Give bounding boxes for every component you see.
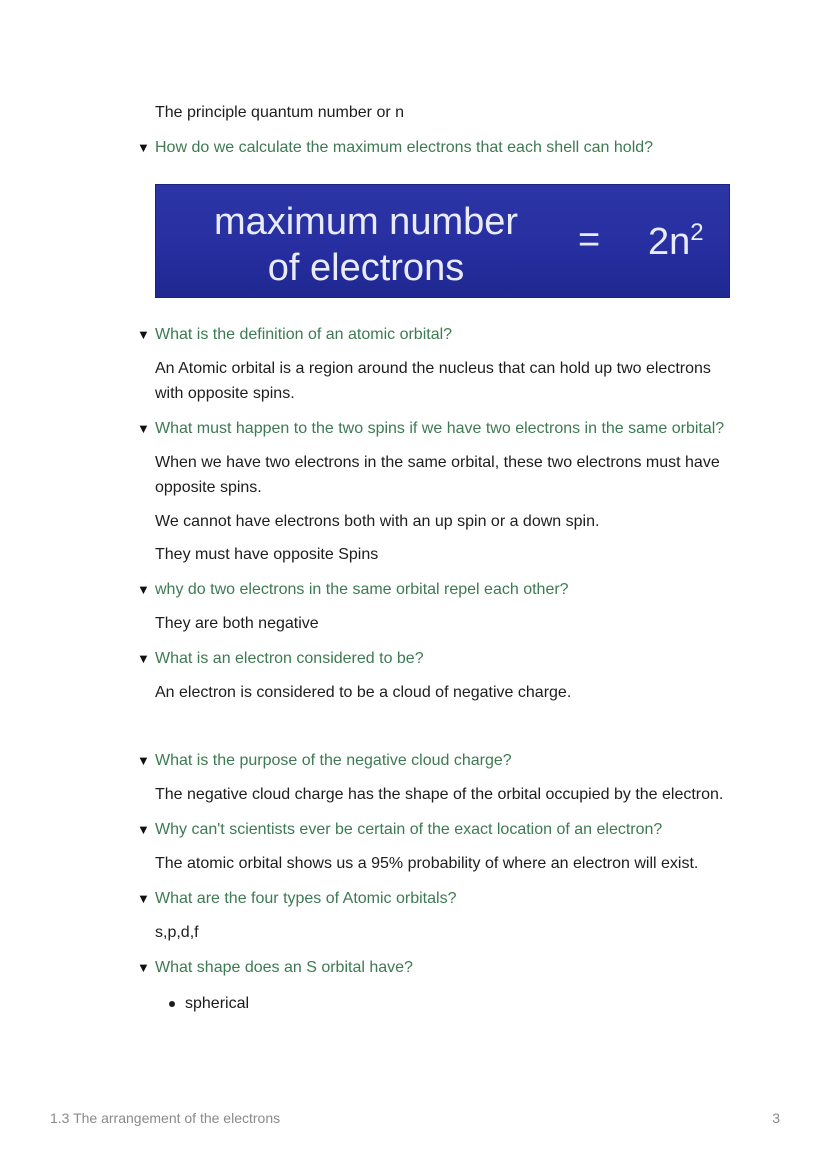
toggle-question-7[interactable] (137, 817, 728, 842)
banner-label-line1: maximum number (213, 201, 519, 243)
page-number: 3 (772, 1110, 780, 1126)
formula-base: 2n (648, 221, 691, 263)
bullet-dot-icon (169, 1001, 175, 1007)
question-text: What must happen to the two spins if we have two electrons in the same orbital? (155, 420, 725, 437)
banner-equals: = (578, 219, 601, 261)
triangle-down-icon: ▼ (137, 327, 150, 342)
question-text: What shape does an S orbital have? (155, 959, 413, 976)
answer-text: They must have opposite Spins (155, 546, 379, 563)
answer-text: The atomic orbital shows us a 95% probability of where an electron will exist. (155, 855, 699, 872)
toggle-question-1[interactable] (137, 135, 728, 160)
triangle-down-icon: ▼ (137, 891, 150, 906)
question-text: What is the purpose of the negative cloud charge? (155, 752, 512, 769)
toggle-question-3[interactable] (137, 416, 728, 441)
page-content (137, 100, 728, 1016)
answer-text: We cannot have electrons both with an up spin or a down spin. (155, 513, 600, 530)
triangle-down-icon: ▼ (137, 960, 150, 975)
formula-banner-image (155, 184, 730, 298)
banner-formula (648, 219, 704, 264)
triangle-down-icon: ▼ (137, 753, 150, 768)
question-text: Why can't scientists ever be certain of the exact location of an electron? (155, 821, 663, 838)
banner-label-line2: of electrons (267, 247, 465, 289)
question-text: What is an electron considered to be? (155, 650, 424, 667)
answer-text: The negative cloud charge has the shape of the orbital occupied by the electron. (155, 786, 724, 803)
list-item-text: spherical (185, 995, 250, 1012)
footer-title: 1.3 The arrangement of the electrons (50, 1110, 281, 1126)
triangle-down-icon: ▼ (137, 421, 150, 436)
toggle-question-2[interactable] (137, 322, 728, 347)
toggle-question-6[interactable] (137, 748, 728, 773)
triangle-down-icon: ▼ (137, 140, 150, 155)
toggle-question-8[interactable] (137, 886, 728, 911)
answer-text: An electron is considered to be a cloud of negative charge. (155, 684, 572, 701)
intro-text: The principle quantum number or n (155, 104, 405, 121)
question-text: why do two electrons in the same orbital repel each other? (155, 581, 569, 598)
answer-text: s,p,d,f (155, 924, 199, 941)
toggle-question-5[interactable] (137, 646, 728, 671)
question-text: How do we calculate the maximum electrons that each shell can hold? (155, 139, 654, 156)
answer-text: An Atomic orbital is a region around the nucleus that can hold up two electrons with opposite spins. (155, 360, 711, 402)
question-text: What are the four types of Atomic orbitals? (155, 890, 457, 907)
triangle-down-icon: ▼ (137, 822, 150, 837)
question-text: What is the definition of an atomic orbital? (155, 326, 453, 343)
triangle-down-icon: ▼ (137, 651, 150, 666)
list-item (167, 991, 728, 1016)
answer-text: They are both negative (155, 615, 319, 632)
banner-label (206, 199, 526, 291)
formula-exponent: 2 (690, 219, 704, 246)
triangle-down-icon: ▼ (137, 582, 150, 597)
toggle-question-9[interactable] (137, 955, 728, 980)
toggle-question-4[interactable] (137, 577, 728, 602)
answer-text: When we have two electrons in the same orbital, these two electrons must have opposite spins. (155, 454, 720, 496)
